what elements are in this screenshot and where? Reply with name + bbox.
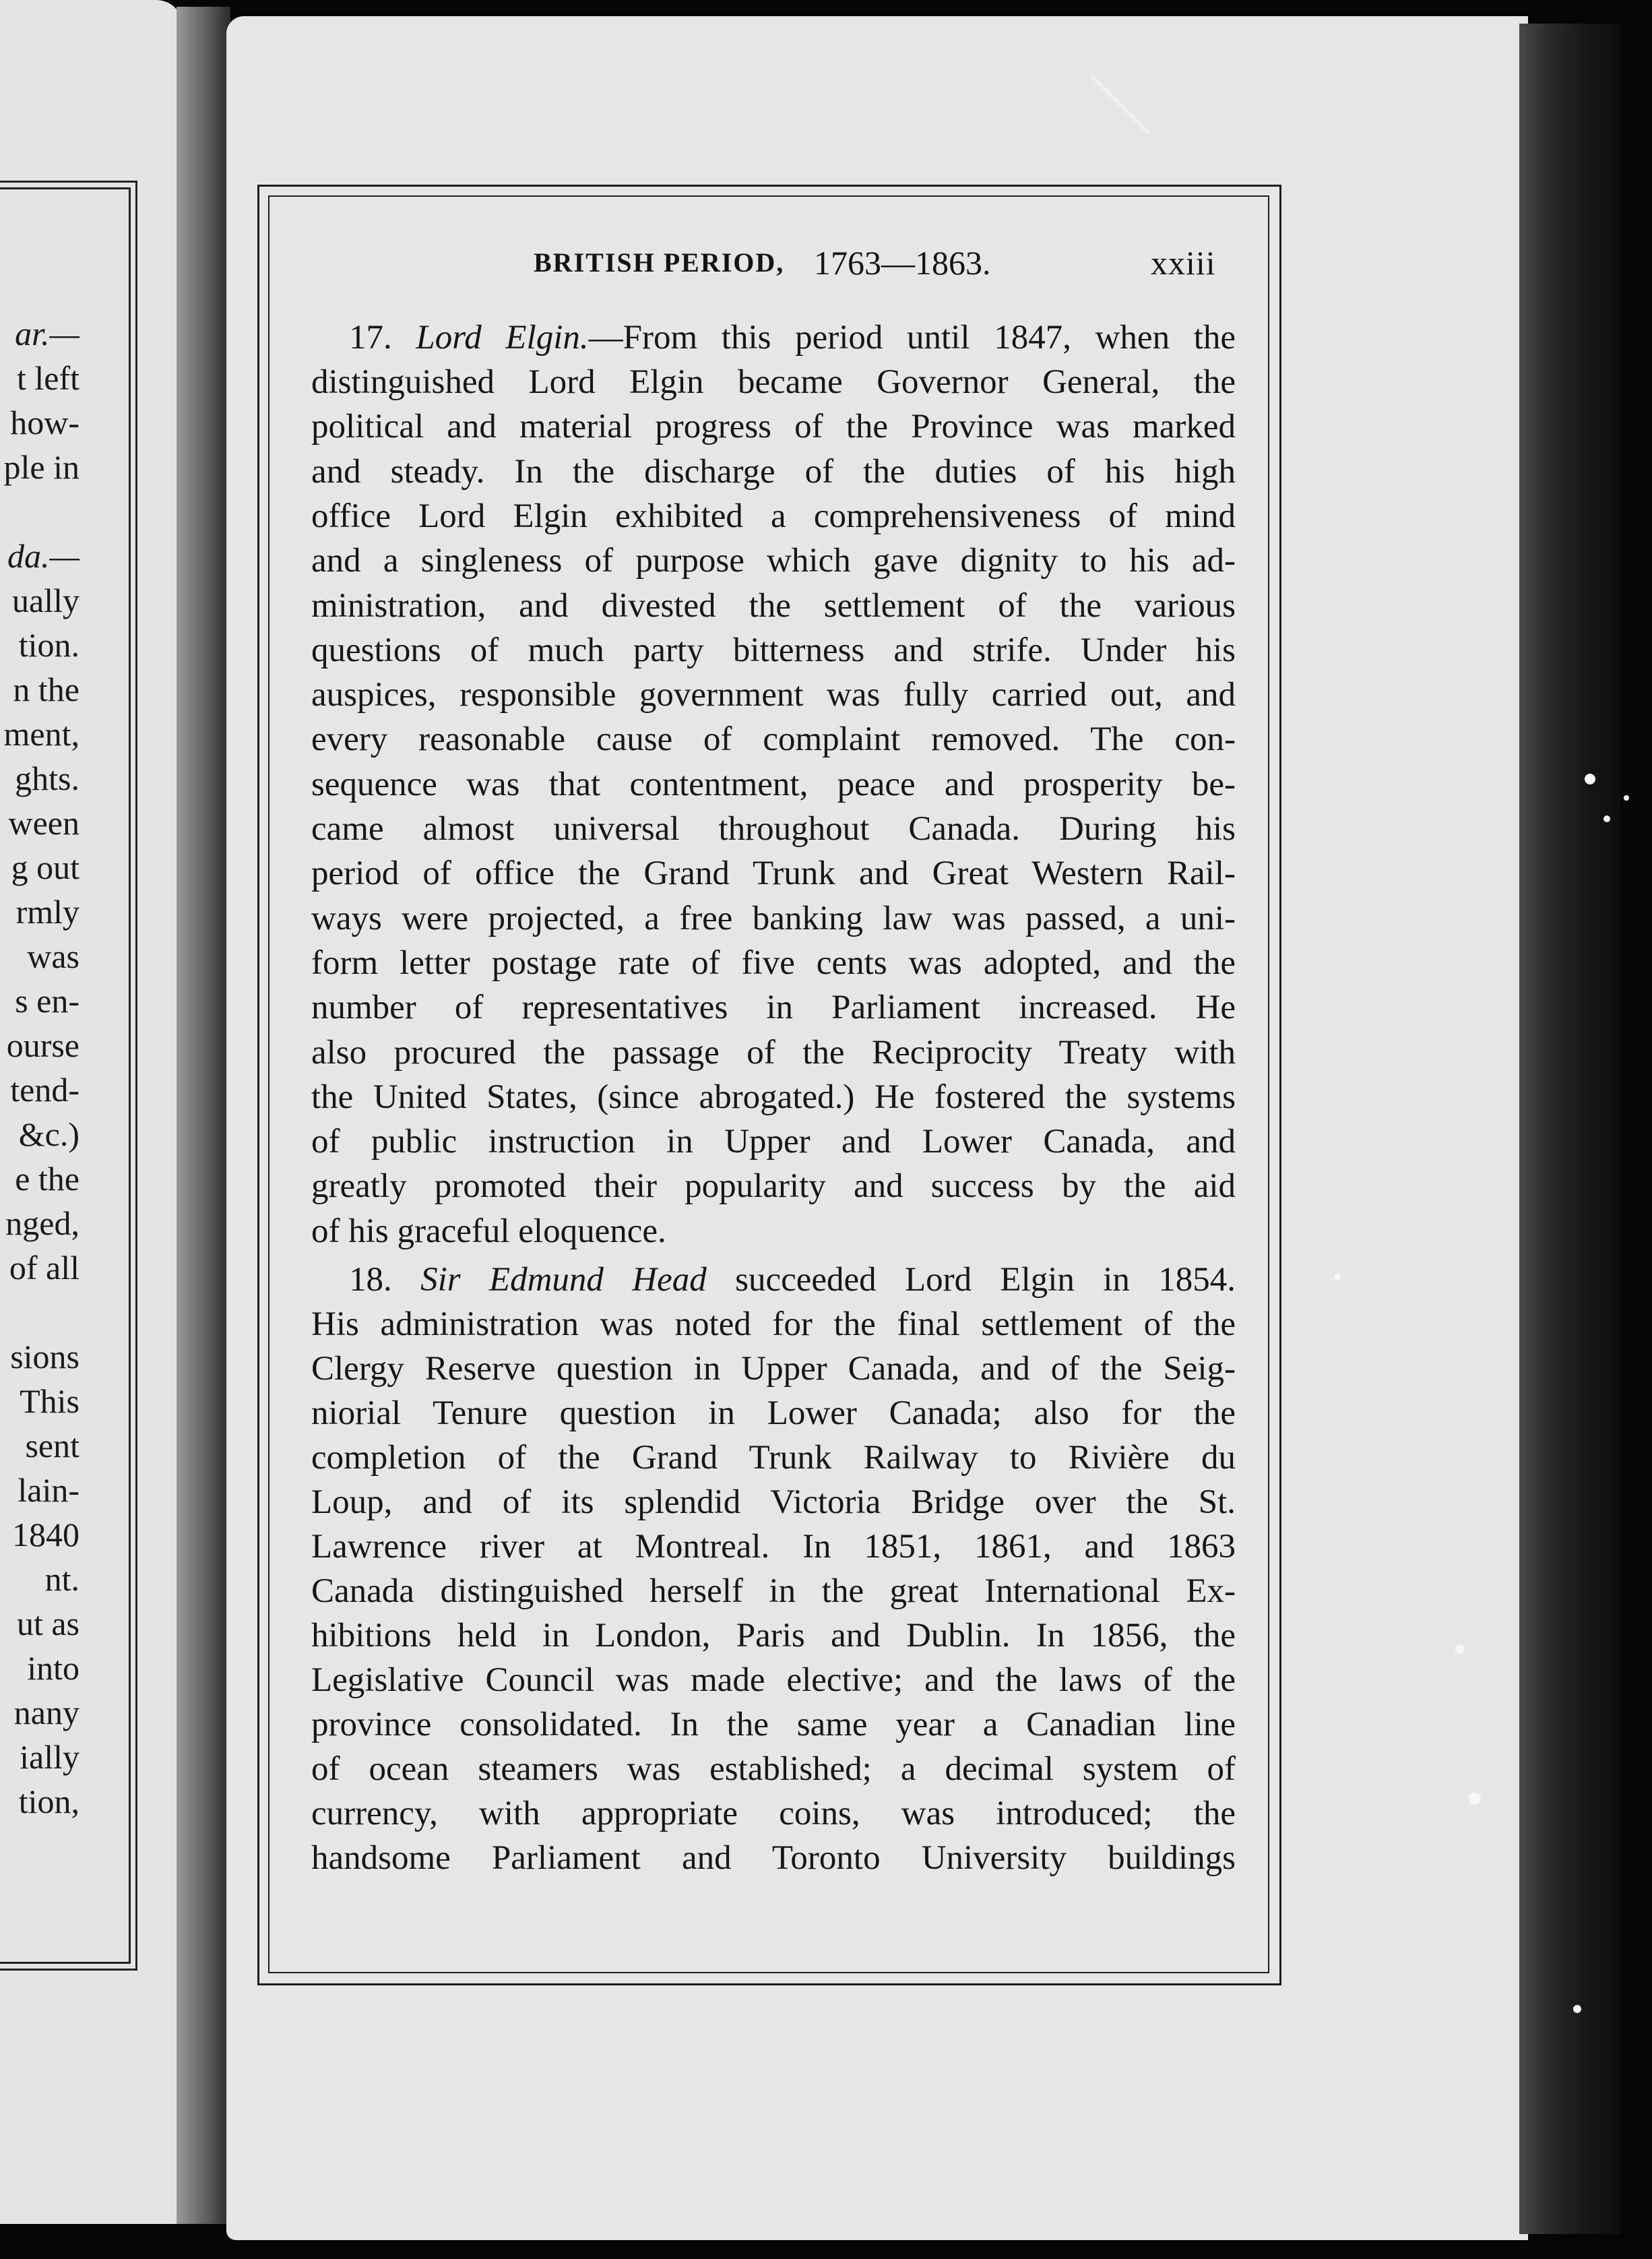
text-line: ways were projected, a free banking law was passed, a uni- — [311, 899, 1236, 937]
paragraph-18-first-line — [311, 1258, 1236, 1302]
scan-speck — [1585, 774, 1595, 784]
text-line: came almost universal throughout Canada. During his — [311, 810, 1236, 848]
left-page-text-fragment: rmly — [15, 893, 80, 931]
text-line: every reasonable cause of complaint removed. The con- — [311, 720, 1236, 759]
left-page-text-fragment: tion. — [18, 626, 80, 664]
text-line: hibitions held in London, Paris and Dublin. In 1856, the — [311, 1617, 1236, 1654]
left-page-text-fragment: n the — [13, 671, 80, 708]
text-line: Canada distinguished herself in the great International Ex- — [311, 1572, 1236, 1610]
text-line: the United States, (since abrogated.) He fostered the systems — [311, 1078, 1236, 1116]
left-page-text-fragment: tend- — [10, 1071, 80, 1109]
left-page-text-fragment: nany — [13, 1694, 80, 1731]
text-line: of his graceful eloquence. — [311, 1212, 666, 1250]
left-page-text-fragment: ween — [8, 804, 80, 842]
paragraph-18-first-line-text: succeeded Lord Elgin in 1854. — [735, 1261, 1236, 1299]
paragraph-18-heading: Sir Edmund Head — [420, 1261, 707, 1299]
text-line: form letter postage rate of five cents was adopted, and the — [311, 943, 1236, 982]
text-line: distinguished Lord Elgin became Governor General, the — [311, 363, 1236, 401]
left-page-text-fragment: how- — [10, 404, 80, 441]
text-line: Lawrence river at Montreal. In 1851, 1861, and 1863 — [311, 1528, 1236, 1566]
scan-speck — [1573, 2005, 1581, 2013]
text-line: currency, with appropriate coins, was introduced; the — [311, 1795, 1236, 1832]
running-head-years: 1763—1863. — [814, 244, 991, 282]
text-line: and a singleness of purpose which gave dignity to his ad- — [311, 542, 1236, 580]
text-line: auspices, responsible government was fully carried out, and — [311, 676, 1236, 714]
left-page-text-fragment: sent — [25, 1427, 80, 1464]
text-line: Legislative Council was made elective; and the laws of the — [311, 1661, 1236, 1699]
book-page-edges — [1519, 24, 1620, 2234]
text-line: His administration was noted for the final settlement of the — [311, 1305, 1236, 1343]
text-line: handsome Parliament and Toronto University buildings — [311, 1839, 1236, 1877]
text-line: questions of much party bitterness and strife. Under his — [311, 631, 1236, 669]
left-page-text-fragment: ar.— — [15, 315, 80, 352]
text-line: period of office the Grand Trunk and Great Western Rail- — [311, 855, 1236, 893]
left-page-text-fragment: nged, — [5, 1204, 80, 1242]
left-page-text-fragment: ple in — [3, 448, 80, 486]
paragraph-18-number: 18. — [349, 1261, 392, 1299]
scan-speck — [1624, 795, 1629, 801]
text-line: of public instruction in Upper and Lower Canada, and — [311, 1123, 1236, 1161]
text-line: niorial Tenure question in Lower Canada; also for the — [311, 1394, 1236, 1432]
page-number: xxiii — [1151, 244, 1216, 282]
left-page-text-fragment: 1840 — [12, 1516, 80, 1553]
scan-speck — [1334, 1274, 1341, 1280]
paragraph-17-first-line — [311, 315, 1236, 360]
scan-speck — [1455, 1644, 1465, 1654]
text-line: of ocean steamers was established; a decimal system of — [311, 1750, 1236, 1788]
scan-speck — [1469, 1793, 1481, 1805]
left-page-text-fragment: g out — [11, 848, 80, 886]
left-page-text-fragment: s en- — [15, 982, 80, 1020]
left-page-text-fragment: of all — [9, 1249, 80, 1287]
scan-speck — [1603, 815, 1610, 822]
text-line: Loup, and of its splendid Victoria Bridge over the St. — [311, 1483, 1236, 1521]
left-page-text-fragment: ially — [20, 1738, 80, 1776]
text-line: political and material progress of the Province was marked — [311, 408, 1236, 446]
text-line: and steady. In the discharge of the duties of his high — [311, 452, 1236, 491]
text-line: sequence was that contentment, peace and prosperity be- — [311, 765, 1236, 803]
left-page-text-fragment: t left — [16, 359, 80, 397]
left-page-text-fragment: nt. — [44, 1560, 80, 1598]
paragraph-17-first-line-text: —From this period until 1847, when the — [588, 319, 1236, 357]
paragraph-17-number: 17. — [349, 319, 392, 357]
left-page-text-fragment: lain- — [18, 1471, 80, 1509]
left-page-text-fragment: sions — [10, 1338, 80, 1375]
left-page-text-fragment: ment, — [3, 715, 80, 753]
left-page-text-fragment: ghts. — [15, 760, 80, 797]
left-page-text-fragment: &c.) — [18, 1115, 80, 1153]
book-gutter-shadow — [177, 7, 230, 2224]
text-line: ministration, and divested the settlement of the various — [311, 586, 1236, 625]
text-line: also procured the passage of the Reciprocity Treaty with — [311, 1033, 1236, 1072]
left-page-text-fragment: was — [27, 937, 80, 975]
left-page-text-fragment: tion, — [18, 1783, 80, 1820]
text-line: number of representatives in Parliament increased. He — [311, 989, 1236, 1027]
left-page-text-fragment: e the — [15, 1160, 80, 1198]
left-page-text-fragment: ut as — [16, 1605, 80, 1642]
left-page-text-fragment: da.— — [7, 537, 80, 575]
left-page-text-fragment: ourse — [6, 1026, 80, 1064]
text-line: greatly promoted their popularity and success by the aid — [311, 1167, 1236, 1206]
paragraph-17-heading: Lord Elgin. — [416, 319, 589, 357]
text-line: province consolidated. In the same year a Canadian line — [311, 1706, 1236, 1743]
text-line: completion of the Grand Trunk Railway to Rivière du — [311, 1439, 1236, 1477]
text-line: office Lord Elgin exhibited a comprehensiveness of mind — [311, 497, 1236, 535]
text-line: Clergy Reserve question in Upper Canada, and of the Seig- — [311, 1350, 1236, 1388]
left-page-text-fragment: This — [20, 1382, 80, 1420]
left-page-text-fragment: into — [27, 1649, 80, 1687]
left-page-text-fragment: ually — [12, 582, 80, 619]
running-head-title: BRITISH PERIOD, — [534, 247, 785, 278]
